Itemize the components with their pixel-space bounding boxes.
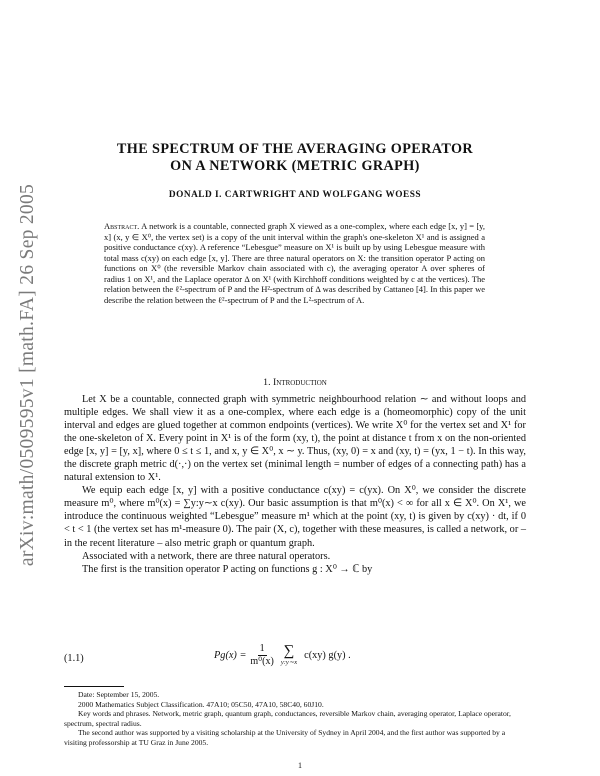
paragraph: Associated with a network, there are three natural operators. — [82, 550, 331, 562]
sum-symbol: ∑ — [283, 643, 295, 659]
footnotes — [64, 690, 526, 748]
page-number: 1 — [298, 761, 302, 770]
equation-1-1 — [64, 643, 526, 683]
abstract — [104, 221, 485, 305]
summation — [281, 644, 297, 667]
arxiv-id: arXiv:math/0509595v1 [math.FA] 26 Sep 2005 — [17, 183, 38, 567]
paper-title — [60, 141, 530, 175]
equation-fraction — [250, 643, 273, 668]
abstract-text: A network is a countable, connected graph X viewed as a one-complex, where each edge [x, y] = [y, x] (x, y ∈ X⁰, the vertex set) is a copy of the unit interval within the graph's one-skeleton X¹ and is assigned a positive conductance c(xy). A reference “Lebesgue” measure on X¹ is built up by using Lebesgue measure with total mass c(xy) on each edge [x, y]. There are three natural operators on X: the transition operator P acting on functions on X⁰ (the reversible Markov chain associated with c), the averaging operator A over spheres of radius 1 on X¹, and the Laplace operator Δ on X¹ (with Kirchhoff conditions weighted by c at the vertices). The relation between the ℓ²-spectrum of P and the H²-spectrum of Δ was described by Cattaneo [4]. In this paper we describe the relation between the ℓ²-spectrum of P and the L²-spectrum of A. — [104, 221, 485, 305]
footnote-keywords: Key words and phrases. Network, metric graph, quantum graph, conductances, reversible Markov chain, averaging operator, Laplace operator, spectrum, spectral radius. — [64, 709, 511, 728]
paragraph: The first is the transition operator P acting on functions g : X⁰ → ℂ by — [82, 563, 373, 575]
fraction-numerator: 1 — [259, 643, 265, 654]
equation-lhs: Pg(x) = — [214, 650, 247, 661]
equation-rhs: c(xy) g(y) . — [304, 650, 351, 661]
paragraph: Let X be a countable, connected graph with symmetric neighbourhood relation ∼ and without loops and multiple edges. We shall view it as a one-complex, where each edge is a (homeomorphic) copy of the unit interval and edges are glued together at common endpoints (vertices). We write X⁰ for the vertex set and X¹ for the one-skeleton of X. Every point in X¹ is of the form (xy, t), the point at distance t from x on the non-oriented edge [x, y] = [y, x], where 0 ≤ t ≤ 1, and x, y ∈ X⁰, x ∼ y. Thus, (xy, 0) = x and (xy, t) = (yx, 1 − t). In this way, the discrete graph metric d(·,·) on the vertex set (minimal length = number of edges of a connecting path) has a natural extension to X¹. — [64, 394, 526, 484]
footnote-msc: 2000 Mathematics Subject Classification. 47A10; 05C50, 47A10, 58C40, 60J10. — [78, 699, 324, 709]
footnote-rule — [64, 686, 124, 687]
equation-number: (1.1) — [64, 653, 84, 664]
footnote-date: Date: September 15, 2005. — [78, 690, 160, 699]
section-number: 1. — [263, 377, 271, 388]
paragraph: We equip each edge [x, y] with a positive conductance c(xy) = c(yx). On X⁰, we consider the discrete measure m⁰, where m⁰(x) = ∑y:y∼x c(xy). Our basic assumption is that m⁰(x) < ∞ for all x ∈ X⁰. On X¹, we introduce the continuous weighted “Lebesgue” measure m¹ which at the point (xy, t) is given by c(xy) · dt, if 0 < t < 1 (the vertex set has m¹-measure 0). The pair (X, c), together with these measures, is called a network, or – in the recent literature – also metric graph or quantum graph. — [64, 485, 526, 549]
footnote-support: The second author was supported by a visiting scholarship at the University of Sydney in April 2004, and the first author was supported by a visiting professorship at TU Graz in June 2005. — [64, 728, 506, 747]
title-line-1: THE SPECTRUM OF THE AVERAGING OPERATOR — [116, 141, 474, 157]
sum-subscript: y:y∼x — [280, 659, 298, 666]
section-heading — [60, 377, 530, 388]
fraction-denominator: m⁰(x) — [250, 656, 274, 667]
arxiv-stamp — [8, 150, 48, 600]
abstract-heading: Abstract. — [104, 221, 140, 231]
section-title: Introduction — [272, 377, 327, 388]
equation-formula — [214, 643, 351, 668]
body-text — [64, 393, 526, 576]
title-line-2: ON A NETWORK (METRIC GRAPH) — [170, 158, 420, 174]
authors: DONALD I. CARTWRIGHT AND WOLFGANG WOESS — [168, 190, 422, 200]
